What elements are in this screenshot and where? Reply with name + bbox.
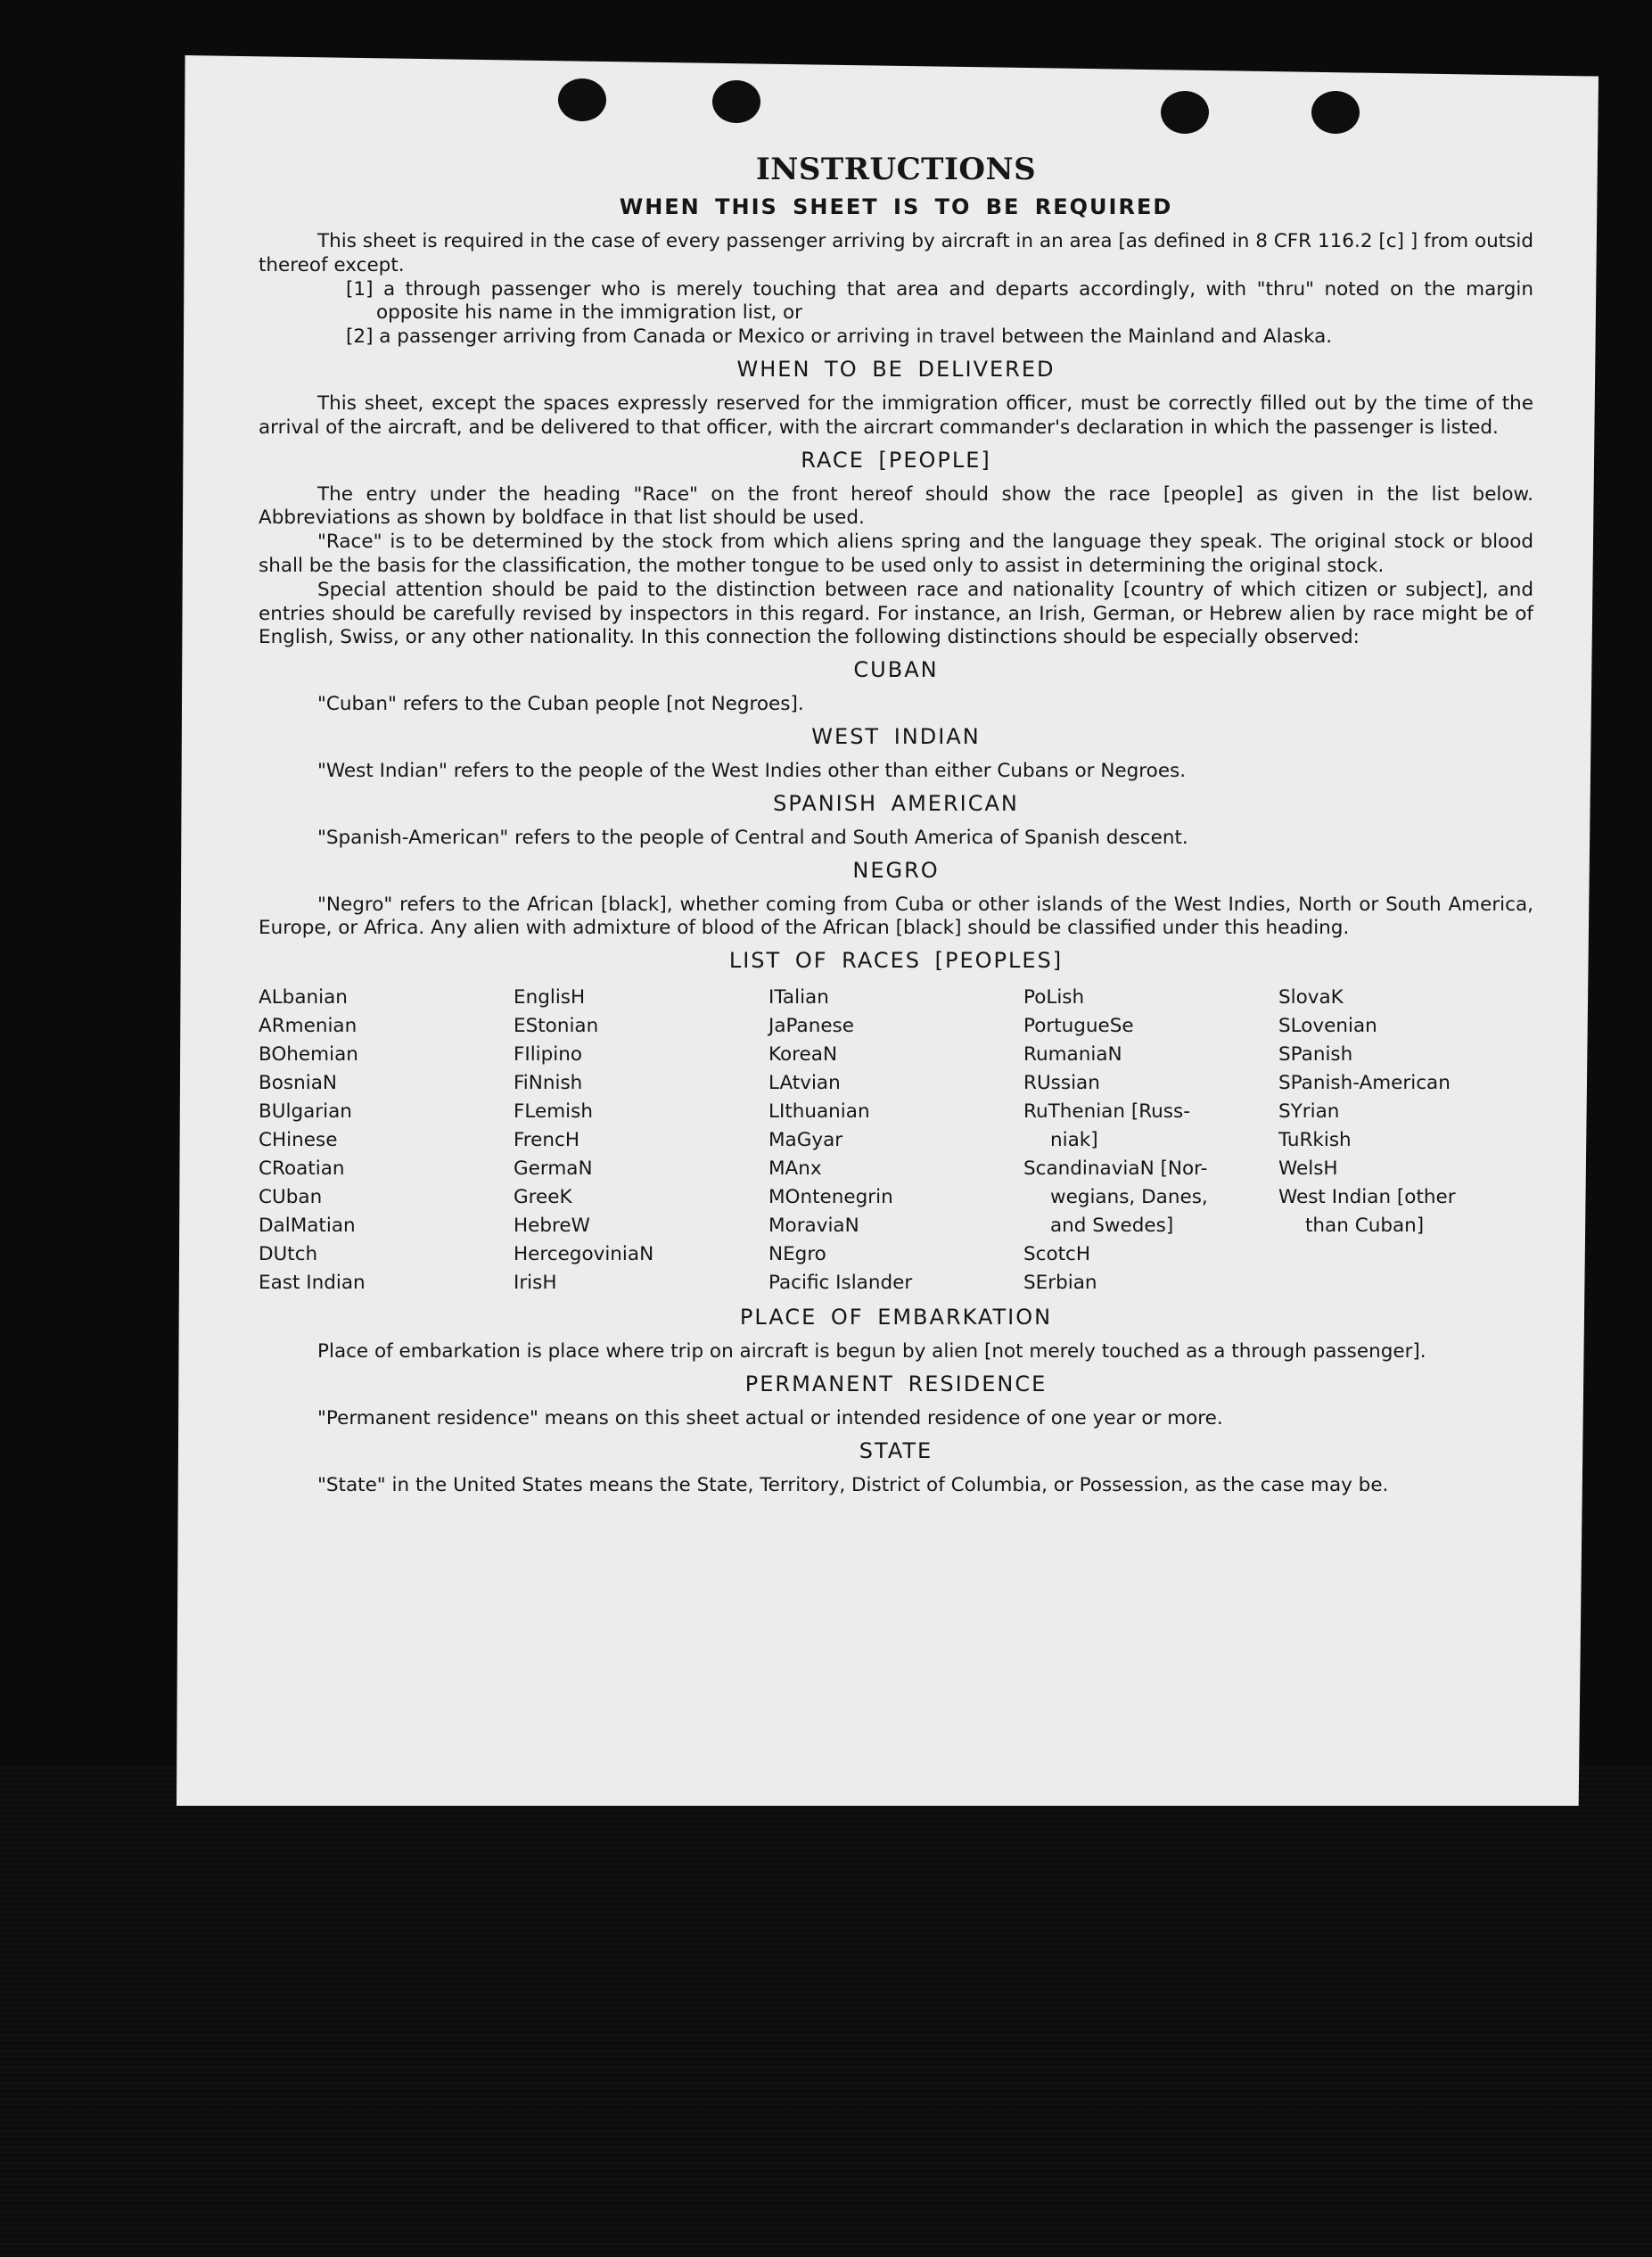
race-item: GreeK	[514, 1186, 572, 1209]
paragraph: This sheet is required in the case of every passenger arriving by aircraft in an area [as defined in 8 CFR 116.2 [c] ] from outsid thereof except.	[259, 230, 1533, 276]
race-item: PortugueSe	[1023, 1015, 1134, 1038]
paragraph: [1] a through passenger who is merely touching that area and departs accordingly, with "thru" noted on the margin opposite his name in the immigration list, or	[346, 277, 1533, 325]
race-item: SLovenian	[1278, 1015, 1377, 1038]
race-item: niak]	[1050, 1129, 1098, 1152]
race-item: MAnx	[768, 1157, 822, 1181]
races-list	[259, 984, 1533, 1297]
paragraph: The entry under the heading "Race" on the front hereof should show the race [people] as given in the list below. Abbreviations as shown by boldface in that list should be used.	[259, 482, 1533, 530]
section-heading: WHEN TO BE DELIVERED	[736, 356, 1056, 382]
race-item: JaPanese	[768, 1015, 854, 1038]
races-column	[768, 984, 1023, 1297]
section-heading: STATE	[859, 1437, 933, 1463]
section-heading: CUBAN	[853, 657, 939, 683]
race-item: ITalian	[768, 986, 829, 1009]
race-item: SPanish-American	[1278, 1072, 1451, 1095]
paragraph: "Negro" refers to the African [black], whether coming from Cuba or other islands of the West Indies, North or South America, Europe, or Africa. Any alien with admixture of blood of the African [black] should be classified under this heading.	[259, 893, 1533, 940]
paragraph: "State" in the United States means the State, Territory, District of Columbia, or Possession, as the case may be.	[317, 1473, 1389, 1496]
race-item: ALbanian	[259, 986, 348, 1009]
race-item: KoreaN	[768, 1043, 838, 1067]
race-item: SErbian	[1023, 1272, 1097, 1295]
races-column	[514, 984, 768, 1297]
race-item: MOntenegrin	[768, 1186, 893, 1209]
race-item: EnglisH	[514, 986, 586, 1009]
section-heading: SPANISH AMERICAN	[773, 790, 1019, 816]
race-item: RumaniaN	[1023, 1043, 1122, 1067]
race-item: FLemish	[514, 1100, 593, 1124]
punch-hole	[712, 80, 760, 123]
race-item: BUlgarian	[259, 1100, 352, 1124]
race-item: SlovaK	[1278, 986, 1344, 1009]
race-item: CRoatian	[259, 1157, 345, 1181]
race-item: DUtch	[259, 1243, 318, 1266]
paragraph: "Spanish-American" refers to the people of Central and South America of Spanish descent.	[317, 826, 1188, 849]
race-item: BOhemian	[259, 1043, 358, 1067]
race-item: RuThenian [Russ-	[1023, 1100, 1190, 1124]
race-item: CHinese	[259, 1129, 338, 1152]
section-heading: NEGRO	[852, 857, 940, 883]
paragraph: Special attention should be paid to the distinction between race and nationality [country of which citizen or subject], and entries should be carefully revised by inspectors in this regard. For instance, an Irish, German, or Hebrew alien by race might be of English, Swiss, or any other nationality. In this connection the following distinctions should be especially observed:	[259, 578, 1533, 649]
paragraph: [2] a passenger arriving from Canada or Mexico or arriving in travel between the Mainland and Alaska.	[346, 325, 1333, 349]
race-item: ARmenian	[259, 1015, 358, 1038]
race-item: RUssian	[1023, 1072, 1100, 1095]
paragraph: "Race" is to be determined by the stock from which aliens spring and the language they speak. The original stock or blood shall be the basis for the classification, the mother tongue to be used only to assist in determining the original stock.	[259, 531, 1533, 577]
race-item: BosniaN	[259, 1072, 337, 1095]
punch-hole	[1311, 91, 1360, 134]
punch-hole	[1161, 91, 1209, 134]
document-title: INSTRUCTIONS	[755, 152, 1037, 187]
race-item: NEgro	[768, 1243, 826, 1266]
race-item: FIlipino	[514, 1043, 583, 1067]
race-item: TuRkish	[1278, 1129, 1352, 1152]
races-column	[1278, 984, 1533, 1297]
section-heading: RACE [PEOPLE]	[801, 447, 991, 473]
paragraph: "Cuban" refers to the Cuban people [not Negroes].	[317, 693, 804, 716]
race-item: HebreW	[514, 1215, 590, 1238]
paragraph: This sheet, except the spaces expressly reserved for the immigration officer, must be correctly filled out by the time of the arrival of the aircraft, and be delivered to that officer, with the aircrart commander's declaration in which the passenger is listed.	[259, 391, 1533, 439]
race-item: Pacific Islander	[768, 1272, 913, 1295]
race-item: than Cuban]	[1305, 1215, 1425, 1238]
race-item: East Indian	[259, 1272, 366, 1295]
race-item: MoraviaN	[768, 1215, 859, 1238]
race-item: EStonian	[514, 1015, 599, 1038]
section-heading: PLACE OF EMBARKATION	[739, 1305, 1053, 1330]
race-item: wegians, Danes,	[1050, 1186, 1208, 1209]
races-heading: LIST OF RACES [PEOPLES]	[728, 948, 1064, 974]
document-content	[259, 143, 1533, 1498]
races-column	[259, 984, 514, 1297]
section-heading: PERMANENT RESIDENCE	[744, 1371, 1048, 1396]
paragraph: "West Indian" refers to the people of the West Indies other than either Cubans or Negroes.	[317, 759, 1187, 782]
race-item: West Indian [other	[1278, 1186, 1456, 1209]
punch-hole	[558, 78, 606, 121]
paragraph: "Permanent residence" means on this sheet actual or intended residence of one year or more.	[317, 1406, 1223, 1429]
race-item: LAtvian	[768, 1072, 841, 1095]
race-item: FrencH	[514, 1129, 580, 1152]
race-item: ScotcH	[1023, 1243, 1091, 1266]
race-item: WelsH	[1278, 1157, 1338, 1181]
race-item: FiNnish	[514, 1072, 583, 1095]
section-heading: WEST INDIAN	[811, 723, 981, 749]
race-item: HercegoviniaN	[514, 1243, 654, 1266]
races-column	[1023, 984, 1278, 1297]
race-item: MaGyar	[768, 1129, 843, 1152]
paragraph: Place of embarkation is place where trip on aircraft is begun by alien [not merely touched as a through passenger].	[317, 1340, 1426, 1363]
section-heading: WHEN THIS SHEET IS TO BE REQUIRED	[619, 194, 1173, 219]
race-item: SYrian	[1278, 1100, 1340, 1124]
race-item: LIthuanian	[768, 1100, 870, 1124]
race-item: ScandinaviaN [Nor-	[1023, 1157, 1208, 1181]
scan-background	[0, 1766, 1652, 2257]
race-item: PoLish	[1023, 986, 1085, 1009]
race-item: CUban	[259, 1186, 323, 1209]
race-item: and Swedes]	[1050, 1215, 1174, 1238]
race-item: IrisH	[514, 1272, 557, 1295]
race-item: DalMatian	[259, 1215, 356, 1238]
race-item: GermaN	[514, 1157, 593, 1181]
race-item: SPanish	[1278, 1043, 1353, 1067]
